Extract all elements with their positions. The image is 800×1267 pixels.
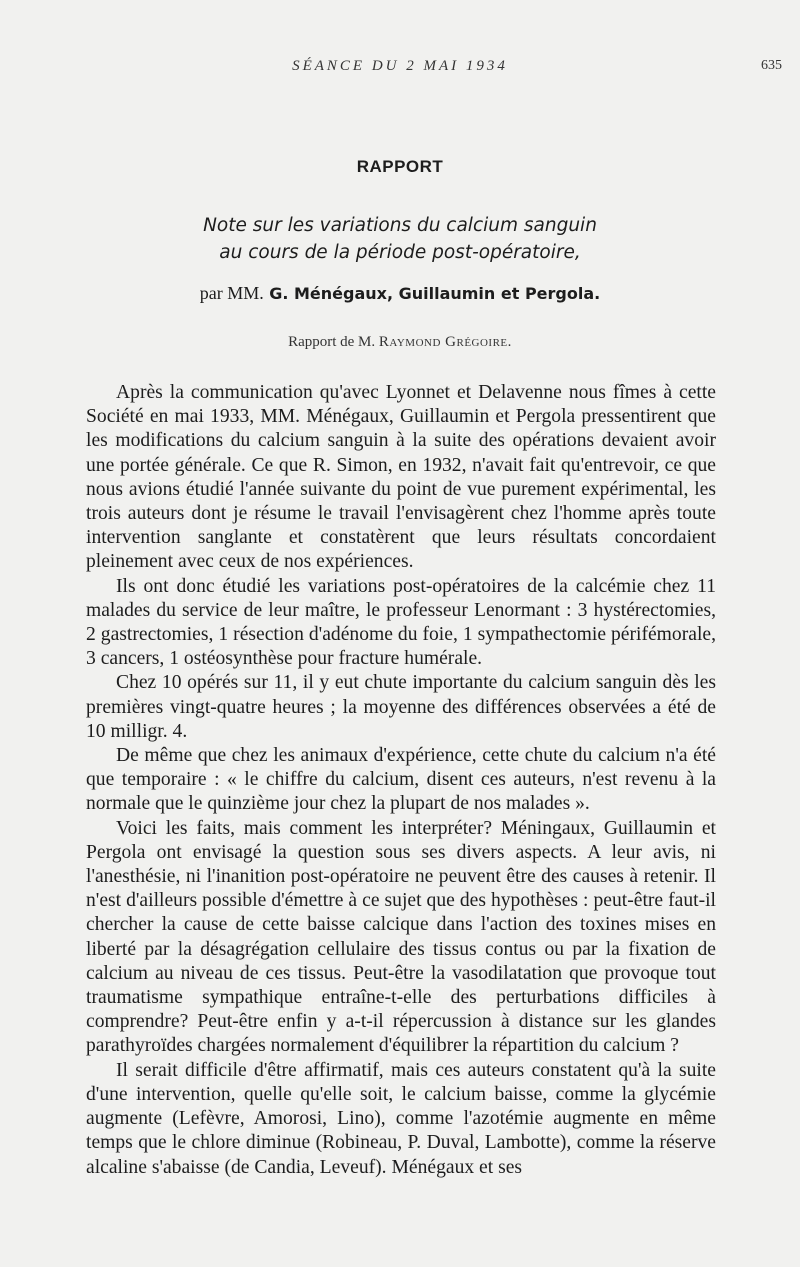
rapporteur-name: Raymond Grégoire.: [378, 334, 512, 350]
paragraph: Il serait difficile d'être affirmatif, mais ces auteurs constatent qu'à la suite d'une intervention, quelle qu'elle soit, le calcium baisse, comme la glycémie augmente (Lefèvre, Amorosi, Lino), comme l'azotémie augmente en même temps que le chlore diminue (Robineau, P. Duval, Lambotte), comme la réserve alcaline s'abaisse (de Candia, Leveuf). Ménégaux et ses: [86, 1059, 716, 1178]
article-title-line-1: Note sur les variations du calcium sanguin: [203, 215, 597, 236]
section-heading: RAPPORT: [356, 157, 444, 176]
authors-prefix: par MM.: [199, 283, 264, 303]
body-text: [86, 381, 716, 1180]
paragraph: Chez 10 opérés sur 11, il y eut chute importante du calcium sanguin dès les premières vingt-quatre heures ; la moyenne des différences observées a été de 10 milligr. 4.: [86, 672, 716, 742]
authors-names: G. Ménégaux, Guillaumin et Pergola.: [269, 284, 601, 303]
paragraph: De même que chez les animaux d'expérience, cette chute du calcium n'a été que temporaire : « le chiffre du calcium, disent ces auteurs, n'est revenu à la normale que le quinzième jour chez la plupart de nos malades ».: [86, 745, 716, 815]
article-title: [0, 212, 800, 266]
article-title-line-2: au cours de la période post-opératoire,: [219, 242, 581, 263]
rapporteur-line: [0, 334, 800, 351]
paragraph: Après la communication qu'avec Lyonnet et Delavenne nous fîmes à cette Société en mai 1933, MM. Ménégaux, Guillaumin et Pergola pressentirent que les modifications du calcium sanguin à la suite des opérations devaient avoir une portée générale. Ce que R. Simon, en 1932, n'avait fait qu'entrevoir, ce que nous avions étudié l'année suivante du point de vue purement expérimental, les trois auteurs dont je résume le travail l'envisagèrent chez l'homme après toute intervention sanglante et constatèrent que leurs résultats concordaient pleinement avec ceux de nos expériences.: [86, 382, 716, 573]
paragraph: Ils ont donc étudié les variations post-opératoires de la calcémie chez 11 malades du service de leur maître, le professeur Lenormant : 3 hystérectomies, 2 gastrectomies, 1 résection d'adénome du foie, 1 sympathectomie périfémorale, 3 cancers, 1 ostéosynthèse pour fracture humérale.: [86, 575, 716, 670]
paragraph: Voici les faits, mais comment les interpréter? Méningaux, Guillaumin et Pergola ont envisagé la question sous ses divers aspects. A leur avis, ni l'anesthésie, ni l'inanition post-opératoire ne peuvent être des causes à retenir. Il n'est d'ailleurs possible d'émettre à ce sujet que des hypothèses : peut-être faut-il chercher la cause de cette baisse calcique dans l'action des toxines mises en liberté par la désagrégation cellulaire des tissus contus ou par la fixation de calcium au niveau de ces tissus. Peut-être la vasodilatation que provoque tout traumatisme sympathique entraîne-t-elle des perturbations difficiles à comprendre? Peut-être enfin y a-t-il répercussion à distance sur les glandes parathyroïdes chargées normalement d'équilibrer la répartition du calcium ?: [86, 817, 716, 1057]
page-number: 635: [761, 58, 782, 73]
authors-line: [0, 283, 800, 304]
running-head: SÉANCE DU 2 MAI 1934: [292, 58, 508, 74]
rapporteur-prefix: Rapport de M.: [288, 334, 376, 350]
